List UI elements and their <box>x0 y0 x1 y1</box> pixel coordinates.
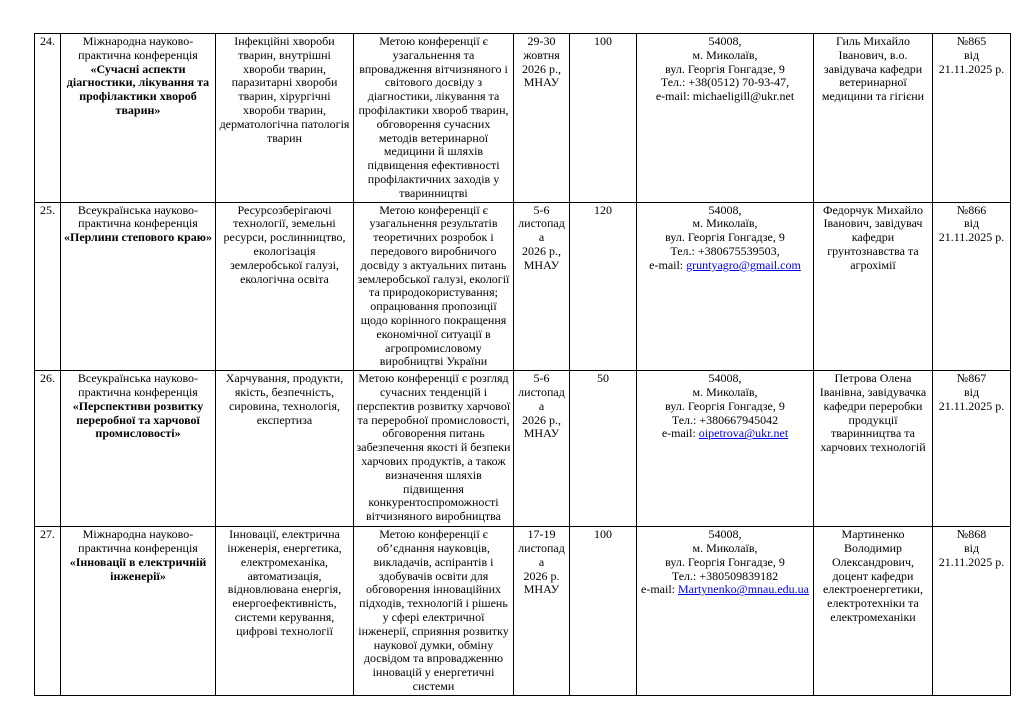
address-city: м. Миколаїв, <box>692 216 758 231</box>
row-number: 26. <box>35 371 61 527</box>
order-number: №868 <box>956 527 987 542</box>
date-year: 2026 р., <box>522 243 561 258</box>
row-number: 25. <box>35 202 61 371</box>
address-phone: Тел.: +380509839182 <box>671 568 779 583</box>
date-days: 29-30 <box>527 34 556 48</box>
participants-cell: 120 <box>570 202 637 371</box>
address-street: вул. Георгія Гонгадзе, 9 <box>665 230 785 245</box>
date-month: жовтня <box>523 47 560 62</box>
conference-title: «Сучасні аспекти діагностики, лікування та профілактики хвороб тварин» <box>66 61 210 117</box>
conference-type: Всеукраїнська науково-практична конференція <box>77 371 199 399</box>
address-cell <box>637 202 814 371</box>
table-row <box>35 371 1011 527</box>
row-number: 27. <box>35 527 61 696</box>
address-street: вул. Георгія Гонгадзе, 9 <box>665 398 785 413</box>
address-zip: 54008, <box>708 202 742 217</box>
conference-type: Міжнародна науково-практична конференція <box>78 34 198 62</box>
conference-name-cell <box>61 527 216 696</box>
address-email-line <box>639 90 811 104</box>
date-year: 2026 р. <box>523 568 560 583</box>
conferences-table <box>34 33 1011 696</box>
address-street: вул. Георгія Гонгадзе, 9 <box>665 554 785 569</box>
order-cell <box>933 202 1011 371</box>
participants-cell: 50 <box>570 371 637 527</box>
date-year: 2026 р., <box>522 61 561 76</box>
order-cell <box>933 527 1011 696</box>
conference-title: «Перлини степового краю» <box>64 230 212 245</box>
address-street: вул. Георгія Гонгадзе, 9 <box>665 61 785 76</box>
organizer-cell: Петрова Олена Іванівна, завідувачка кафедри переробки продукції тваринництва та харчових технологій <box>814 371 933 527</box>
email-link[interactable]: gruntyagro@gmail.com <box>686 257 801 272</box>
conference-type: Міжнародна науково-практична конференція <box>78 527 198 555</box>
table-row <box>35 34 1011 203</box>
date-venue: МНАУ <box>523 426 560 441</box>
address-zip: 54008, <box>708 34 742 48</box>
date-days: 5-6 <box>533 202 550 217</box>
purpose-cell: Метою конференції є розгляд сучасних тенденцій і перспектив розвитку харчової та переробної промисловості, обговорення питань забезпечення якості й безпеки харчових продуктів, а також визначення шляхів підвищення конкурентоспроможності вітчизняного виробництва <box>354 371 514 527</box>
order-from: від <box>963 216 980 231</box>
email-label: e-mail: <box>641 582 675 597</box>
address-email-line <box>639 427 811 441</box>
address-email-line <box>639 583 811 597</box>
email-link[interactable]: oipetrova@ukr.net <box>698 426 789 441</box>
date-cell <box>514 371 570 527</box>
document-page <box>34 33 1011 696</box>
address-phone: Тел.: +380675539503, <box>670 243 780 258</box>
order-from: від <box>963 540 980 555</box>
email-label: e-mail: <box>649 257 684 272</box>
address-city: м. Миколаїв, <box>692 47 758 62</box>
order-date: 21.11.2025 р. <box>938 61 1005 76</box>
address-zip: 54008, <box>708 371 742 386</box>
address-phone: Тел.: +380667945042 <box>671 412 779 427</box>
address-city: м. Миколаїв, <box>692 540 758 555</box>
email-link[interactable]: Martynenko@mnau.edu.ua <box>677 582 809 597</box>
conference-name-cell <box>61 34 216 203</box>
purpose-cell: Метою конференції є узагальнення та впровадження вітчизняного і світового досвіду з діагностики, лікування та профілактики хвороб тварин, обговорення сучасних методів ветеринарної медицини й шляхів підвищення ефективності профілактичних заходів у тваринництві <box>354 34 514 203</box>
date-days: 17-19 <box>527 527 556 542</box>
address-cell <box>637 527 814 696</box>
date-venue: МНАУ <box>523 75 560 90</box>
conference-type: Всеукраїнська науково-практична конференція <box>77 202 199 231</box>
email-text: michaeligill@ukr.net <box>692 89 795 104</box>
conference-title: «Перспективи розвитку переробної та харчової промисловості» <box>72 398 204 441</box>
table-row <box>35 527 1011 696</box>
order-cell <box>933 371 1011 527</box>
date-month: листопада <box>518 540 565 569</box>
conference-title: «Інновації в електричній інженерії» <box>69 554 207 583</box>
order-date: 21.11.2025 р. <box>938 230 1005 245</box>
date-venue: МНАУ <box>523 257 560 272</box>
organizer-cell: Мартиненко Володимир Олександрович, доцент кафедри електроенергетики, електротехніки та електромеханіки <box>814 527 933 696</box>
email-label: e-mail: <box>655 89 690 104</box>
date-cell <box>514 34 570 203</box>
topics-cell: Харчування, продукти, якість, безпечність, сировина, технологія, експертиза <box>216 371 354 527</box>
date-month: листопада <box>518 216 565 245</box>
participants-cell: 100 <box>570 34 637 203</box>
purpose-cell: Метою конференції є об’єднання науковців, викладачів, аспірантів і здобувачів освіти для обговорення інноваційних підходів, технологій і рішень у сфері електричної інженерії, сприяння розвитку наукової думки, обміну досвідом та впровадженню інновацій у енергетичні системи <box>354 527 514 696</box>
address-zip: 54008, <box>708 527 742 542</box>
conference-name-cell <box>61 202 216 371</box>
order-number: №866 <box>956 202 987 217</box>
date-cell <box>514 202 570 371</box>
address-city: м. Миколаїв, <box>692 384 758 399</box>
organizer-cell: Гиль Михайло Іванович, в.о. завідувача кафедри ветеринарної медицини та гігієни <box>814 34 933 203</box>
order-from: від <box>963 384 980 399</box>
participants-cell: 100 <box>570 527 637 696</box>
topics-cell: Інфекційні хвороби тварин, внутрішні хвороби тварин, паразитарні хвороби тварин, хірургічні хвороби тварин, дерматологічна патологія тварин <box>216 34 354 203</box>
date-year: 2026 р., <box>522 412 561 427</box>
topics-cell: Інновації, електрична інженерія, енергетика, електромеханіка, автоматизація, відновлювана енергія, енергоефективність, системи керування, цифрові технології <box>216 527 354 696</box>
row-number: 24. <box>35 34 61 203</box>
address-cell <box>637 371 814 527</box>
address-email-line <box>639 259 811 273</box>
order-number: №867 <box>956 371 987 386</box>
date-cell <box>514 527 570 696</box>
date-month: листопада <box>518 384 565 413</box>
order-date: 21.11.2025 р. <box>938 554 1005 569</box>
order-date: 21.11.2025 р. <box>938 398 1005 413</box>
order-cell <box>933 34 1011 203</box>
date-venue: МНАУ <box>523 582 560 597</box>
order-number: №865 <box>956 34 987 48</box>
table-row <box>35 202 1011 371</box>
topics-cell: Ресурсозберігаючі технології, земельні ресурси, рослинництво, екологізація землеробської галузі, екологічна освіта <box>216 202 354 371</box>
email-label: e-mail: <box>661 426 696 441</box>
address-cell <box>637 34 814 203</box>
purpose-cell: Метою конференції є узагальнення результатів теоретичних розробок і передового виробничого досвіду з актуальних питань землеробської галузі, екології та природокористування; опрацювання пропозиції щодо корінного покращення економічної ситуації в агропромисловому виробництві України <box>354 202 514 371</box>
conference-name-cell <box>61 371 216 527</box>
order-from: від <box>963 47 980 62</box>
date-days: 5-6 <box>533 371 550 386</box>
organizer-cell: Федорчук Михайло Іванович, завідувач кафедри грунтознавства та агрохімії <box>814 202 933 371</box>
address-phone: Тел.: +38(0512) 70-93-47, <box>660 75 790 90</box>
